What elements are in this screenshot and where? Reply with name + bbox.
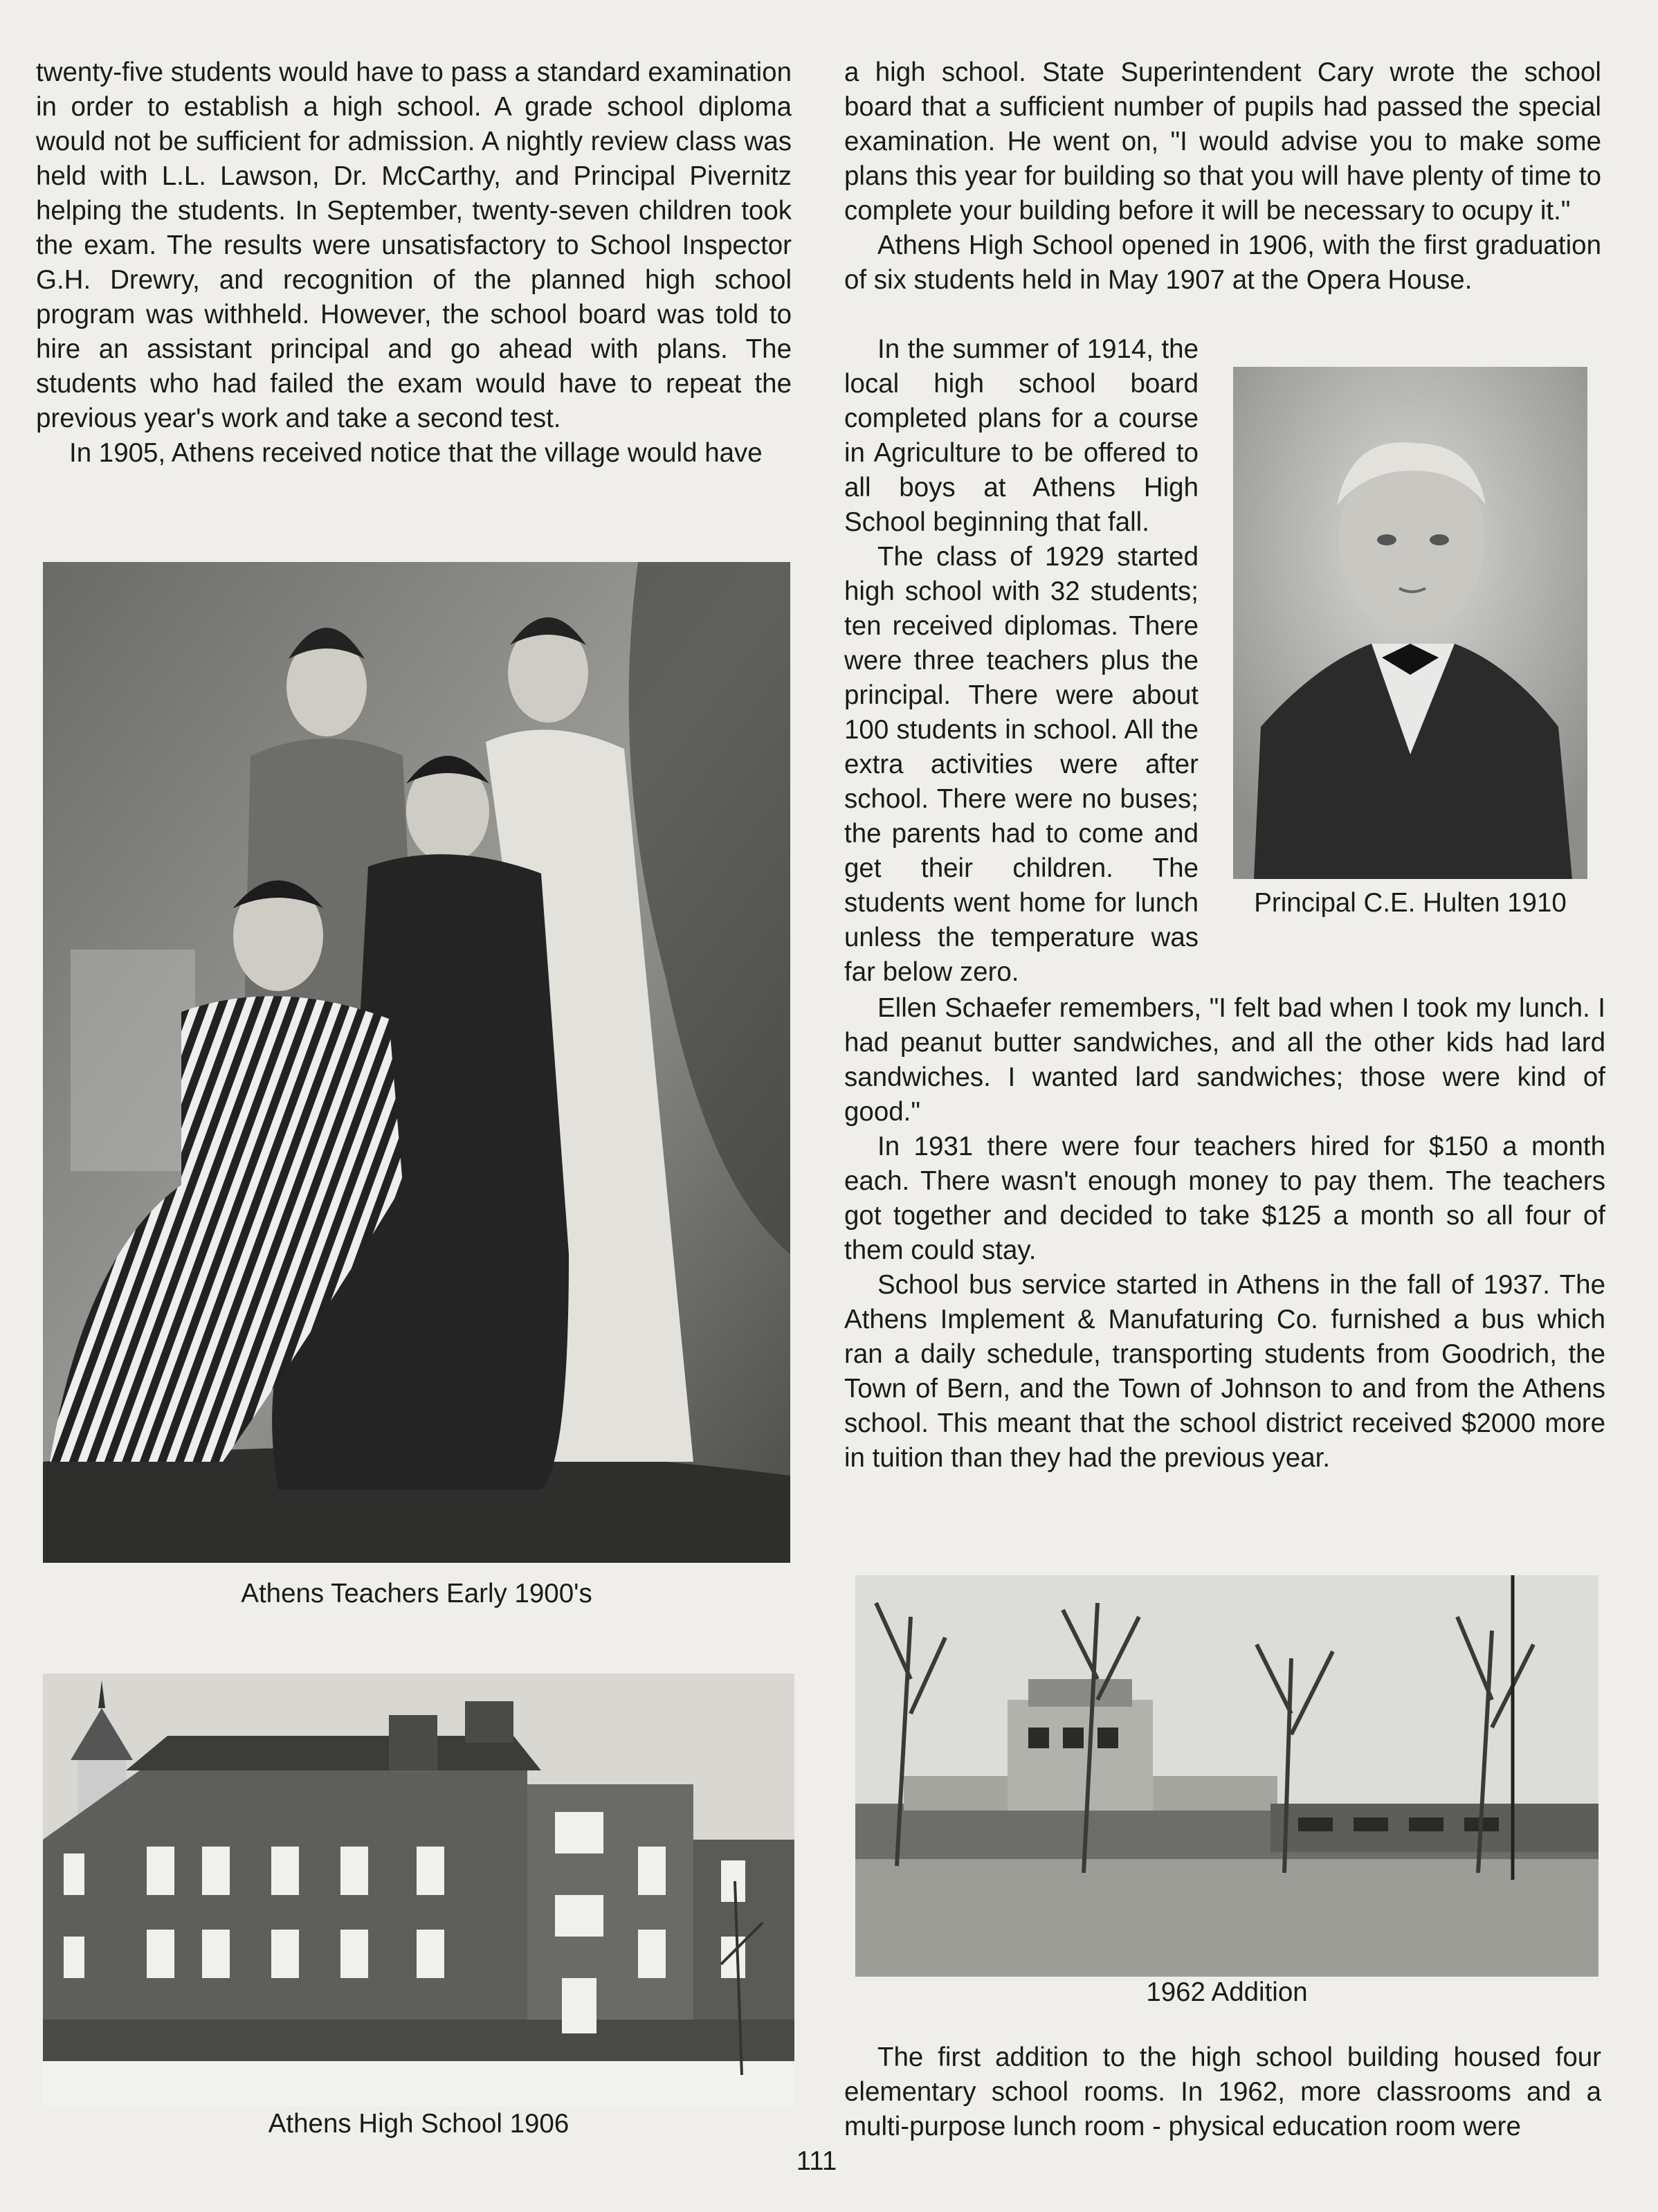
principal-photo-caption: Principal C.E. Hulten 1910 [1254, 888, 1567, 918]
addition-photo-caption: 1962 Addition [1146, 1977, 1308, 2007]
paragraph: a high school. State Superintendent Cary wrote the school board that a sufficient number of pupils had passed the special examination. He went on, "I would advise you to make some plans this year for building so that you will have plenty of time to complete your building before it will be necessary to ocupy it." [844, 57, 1601, 226]
paragraph: Athens High School opened in 1906, with the first graduation of six students held in May 1907 at the Opera House. [844, 230, 1601, 295]
right-column-wrap-text [844, 332, 1199, 990]
paragraph: In 1905, Athens received notice that the village would have [69, 438, 763, 468]
right-column-bottom-text [844, 991, 1605, 1476]
addition-building-photo [855, 1575, 1598, 1977]
principal-portrait-photo [1233, 367, 1587, 879]
paragraph: Ellen Schaefer remembers, "I felt bad when I took my lunch. I had peanut butter sandwiches, and all the other kids had lard sandwiches. I wanted lard sandwiches; those were kind of good." [844, 993, 1605, 1127]
closing-paragraph-block [844, 2040, 1601, 2144]
teachers-group-photo [43, 562, 790, 1563]
paragraph: The class of 1929 started high school with 32 students; ten received diplomas. There were three teachers plus the principal. There were about 100 students in school. All the extra activities were after school. There were no buses; the parents had to come and get their children. The students went home for lunch unless the temperature was far below zero. [844, 542, 1199, 987]
paragraph: twenty-five students would have to pass a standard examination in order to establish a high school. A grade school diploma would not be sufficient for admission. A nightly review class was held with L.L. Lawson, Dr. McCarthy, and Principal Pivernitz helping the students. In September, twenty-seven children took the exam. The results were unsatisfactory to School Inspector G.H. Drewry, and recognition of the planned high school program was withheld. However, the school board was told to hire an assistant principal and go ahead with plans. The students who had failed the exam would have to repeat the previous year's work and take a second test. [36, 57, 792, 433]
paragraph: School bus service started in Athens in the fall of 1937. The Athens Implement & Manufaturing Co. furnished a bus which ran a daily schedule, transporting students from Goodrich, the Town of Bern, and the Town of Johnson to and from the Athens school. This meant that the school district received $2000 more in tuition than they had the previous year. [844, 1270, 1605, 1473]
paragraph: In 1931 there were four teachers hired for $150 a month each. There wasn't enough money to pay them. The teachers got together and decided to take $125 a month so all four of them could stay. [844, 1132, 1605, 1265]
left-column-text [36, 55, 792, 471]
high-school-photo-caption: Athens High School 1906 [268, 2109, 570, 2139]
high-school-building-photo [43, 1674, 794, 2105]
teachers-photo-caption: Athens Teachers Early 1900's [241, 1579, 592, 1608]
page-number: 111 [796, 2146, 837, 2176]
right-column-top-text [844, 55, 1601, 298]
paragraph: In the summer of 1914, the local high school board completed plans for a course in Agriculture to be offered to all boys at Athens High School beginning that fall. [844, 334, 1199, 537]
paragraph: The first addition to the high school building housed four elementary school rooms. In 1962, more classrooms and a multi-purpose lunch room - physical education room were [844, 2042, 1601, 2141]
